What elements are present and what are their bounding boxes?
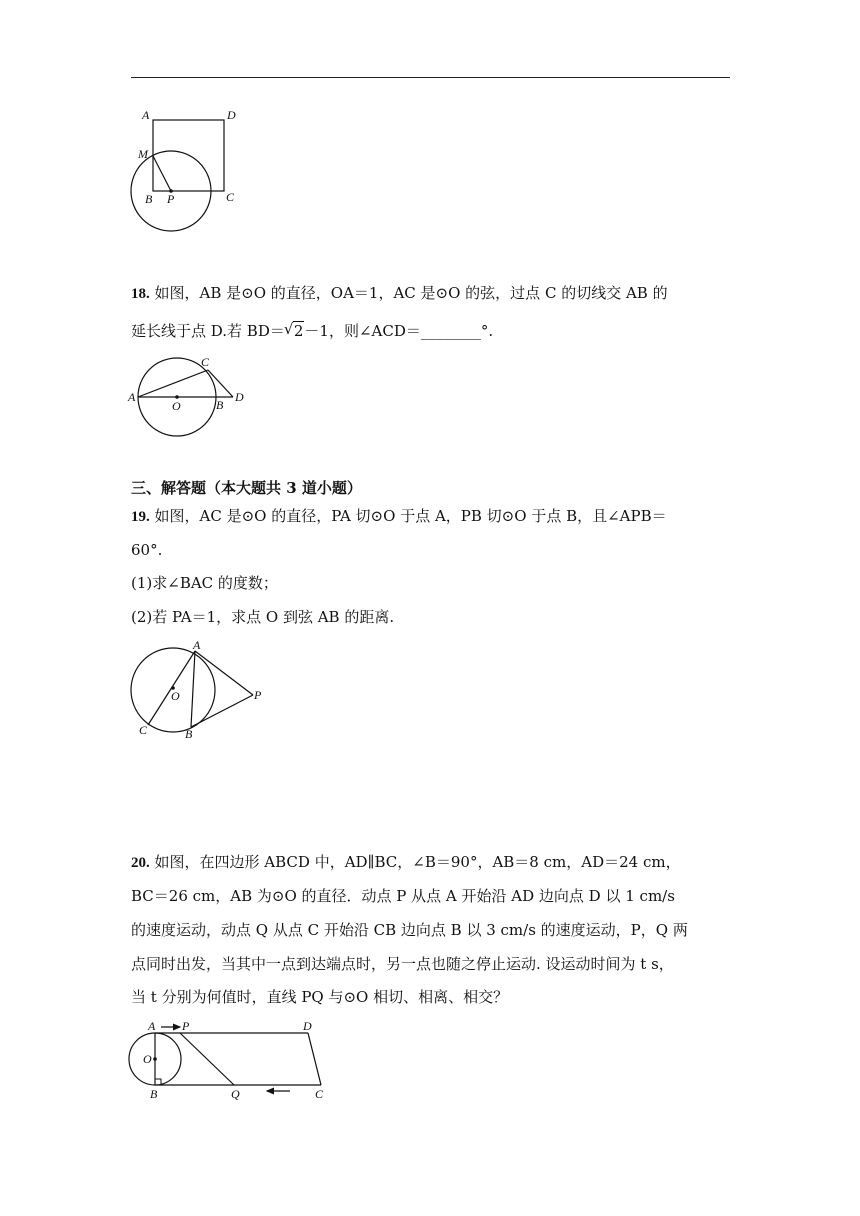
q19-text-1: 如图，AC 是⊙O 的直径，PA 切⊙O 于点 A，PB 切⊙O 于点 B，且∠APB＝ <box>154 507 667 525</box>
label-c: C <box>201 355 210 369</box>
q18-number: 18. <box>131 286 150 302</box>
q19-line-2: 60°. <box>131 541 163 559</box>
q19-part-1: (1)求∠BAC 的度数； <box>131 574 278 592</box>
q20-line-5: 当 t 分别为何值时，直线 PQ 与⊙O 相切、相离、相交？ <box>131 988 509 1006</box>
header-rule <box>131 77 730 78</box>
label-q: Q <box>231 1087 240 1101</box>
label-d: D <box>235 390 244 404</box>
q19-line-1 <box>131 506 667 527</box>
q20-line-1 <box>131 852 681 873</box>
label-b: B <box>216 398 224 412</box>
side-dc <box>308 1033 321 1085</box>
q18-text-1: 如图，AB 是⊙O 的直径，OA＝1，AC 是⊙O 的弦，过点 C 的切线交 AB 的 <box>154 284 668 302</box>
label-a: A <box>128 390 136 404</box>
label-b: B <box>150 1087 158 1101</box>
label-o: O <box>143 1052 152 1066</box>
figure-18-circle-tangent <box>125 353 255 443</box>
q20-line-3: 的速度运动，动点 Q 从点 C 开始沿 CB 边向点 B 以 3 cm/s 的速度运动，P，Q 两 <box>131 921 688 939</box>
q19-part-2: (2)若 PA＝1，求点 O 到弦 AB 的距离. <box>131 608 395 626</box>
label-m: M <box>138 147 148 161</box>
segment-mp <box>153 156 171 191</box>
section-3-heading: 三、解答题（本大题共 3 道小题） <box>131 479 362 497</box>
q20-line-2: BC＝26 cm，AB 为⊙O 的直径．动点 P 从点 A 开始沿 AD 边向点 D 以 1 cm/s <box>131 887 675 905</box>
label-p: P <box>254 688 262 702</box>
figure-19-circle-tangents <box>125 640 275 745</box>
tangent-pa <box>195 651 253 695</box>
label-p: P <box>167 192 175 206</box>
label-p: P <box>182 1019 190 1033</box>
label-a: A <box>193 638 201 652</box>
q20-text-1: 如图，在四边形 ABCD 中，AD∥BC，∠B＝90°，AB＝8 cm，AD＝24 cm， <box>154 853 681 871</box>
tangent-pb <box>191 695 253 727</box>
figure-20-trapezoid-circle <box>125 1018 335 1103</box>
label-a: A <box>148 1019 156 1033</box>
label-c: C <box>315 1087 324 1101</box>
label-o: O <box>171 689 180 703</box>
label-b: B <box>145 192 153 206</box>
chord-ac <box>138 370 208 397</box>
q19-number: 19. <box>131 509 150 525</box>
center-o <box>153 1057 157 1061</box>
q18-text-2-pre: 延长线于点 D.若 BD＝ <box>131 322 285 340</box>
q18-text-2-post: －1，则∠ACD＝________°. <box>304 322 494 340</box>
label-d: D <box>227 108 236 122</box>
label-a: A <box>142 108 150 122</box>
segment-pq <box>180 1033 234 1085</box>
figure-17-square-circle <box>120 104 250 234</box>
sqrt-symbol <box>285 321 305 341</box>
q20-number: 20. <box>131 855 150 871</box>
q18-line-1 <box>131 283 668 304</box>
q18-line-2 <box>131 321 493 341</box>
chord-ab <box>191 651 195 727</box>
label-b: B <box>185 727 193 741</box>
label-d: D <box>303 1019 312 1033</box>
label-o: O <box>172 399 181 413</box>
label-c: C <box>226 190 235 204</box>
tangent-cd <box>208 370 233 397</box>
sqrt-radicand: 2 <box>293 322 304 340</box>
q20-line-4: 点同时出发，当其中一点到达端点时，另一点也随之停止运动. 设运动时间为 t s， <box>131 955 674 973</box>
label-c: C <box>139 723 148 737</box>
